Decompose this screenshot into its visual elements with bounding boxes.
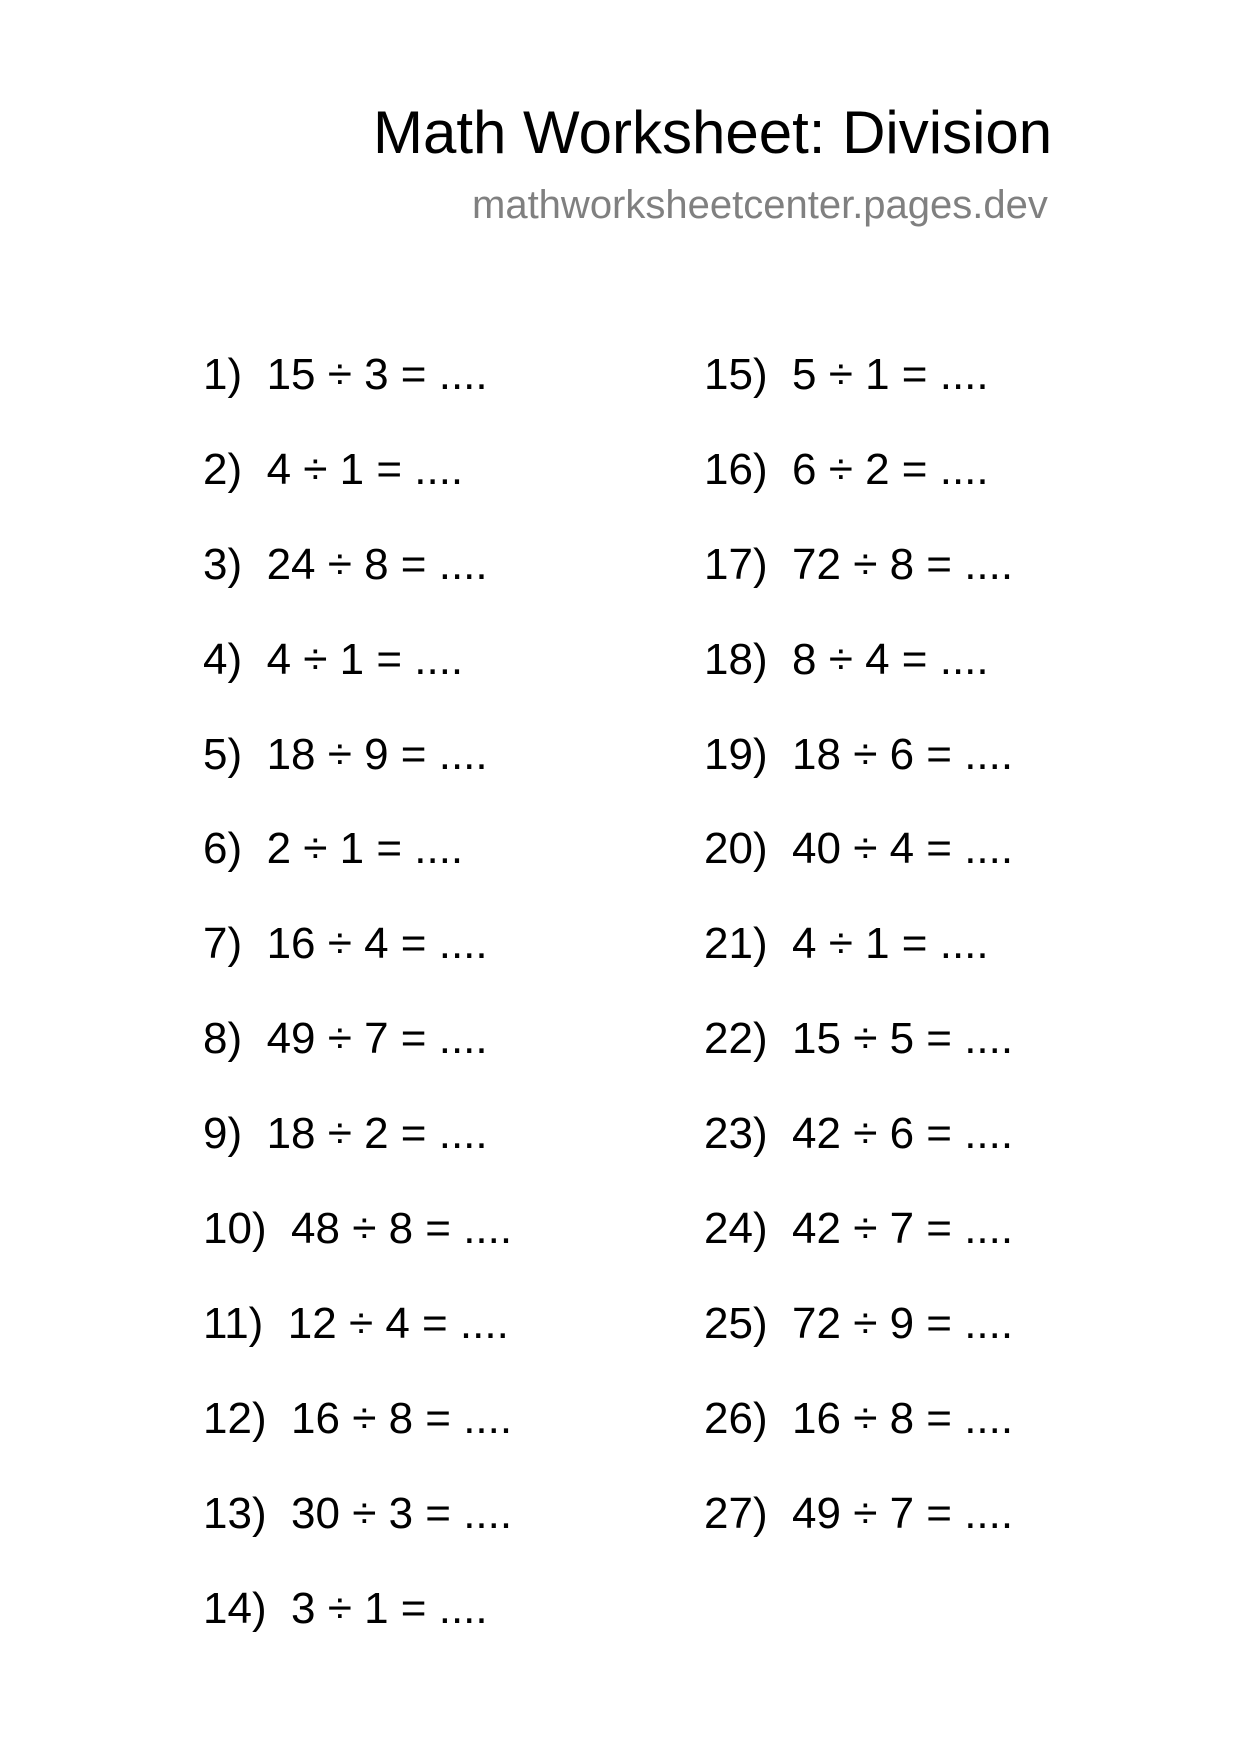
page-title: Math Worksheet: Division (373, 99, 1053, 166)
problem-20: 20) 40 ÷ 4 = .... (704, 824, 1014, 874)
site-url: mathworksheetcenter.pages.dev (472, 183, 1048, 227)
problem-8: 8) 49 ÷ 7 = .... (203, 1014, 488, 1064)
problem-11: 11) 12 ÷ 4 = .... (203, 1298, 509, 1348)
problem-13: 13) 30 ÷ 3 = .... (203, 1488, 513, 1538)
problem-1: 1) 15 ÷ 3 = .... (203, 350, 488, 399)
problem-19: 19) 18 ÷ 6 = .... (704, 729, 1014, 779)
problem-6: 6) 2 ÷ 1 = .... (203, 824, 464, 874)
problem-15: 15) 5 ÷ 1 = .... (704, 350, 989, 399)
problem-4: 4) 4 ÷ 1 = .... (203, 634, 464, 684)
problem-27: 27) 49 ÷ 7 = .... (704, 1488, 1014, 1538)
problem-26: 26) 16 ÷ 8 = .... (704, 1393, 1014, 1443)
problem-23: 23) 42 ÷ 6 = .... (704, 1109, 1014, 1159)
problem-21: 21) 4 ÷ 1 = .... (704, 919, 989, 969)
problem-14: 14) 3 ÷ 1 = .... (203, 1583, 488, 1633)
problems-right-column (704, 350, 1013, 1584)
problem-7: 7) 16 ÷ 4 = .... (203, 919, 488, 969)
problem-5: 5) 18 ÷ 9 = .... (203, 729, 488, 779)
problem-18: 18) 8 ÷ 4 = .... (704, 634, 989, 684)
problem-16: 16) 6 ÷ 2 = .... (704, 444, 989, 494)
problems-left-column (203, 350, 512, 1678)
problem-25: 25) 72 ÷ 9 = .... (704, 1298, 1014, 1348)
problem-3: 3) 24 ÷ 8 = .... (203, 539, 488, 589)
problem-12: 12) 16 ÷ 8 = .... (203, 1393, 513, 1443)
problem-2: 2) 4 ÷ 1 = .... (203, 444, 464, 494)
problem-24: 24) 42 ÷ 7 = .... (704, 1204, 1014, 1254)
problem-9: 9) 18 ÷ 2 = .... (203, 1109, 488, 1159)
problem-10: 10) 48 ÷ 8 = .... (203, 1204, 513, 1254)
problem-17: 17) 72 ÷ 8 = .... (704, 539, 1014, 589)
problem-22: 22) 15 ÷ 5 = .... (704, 1014, 1014, 1064)
